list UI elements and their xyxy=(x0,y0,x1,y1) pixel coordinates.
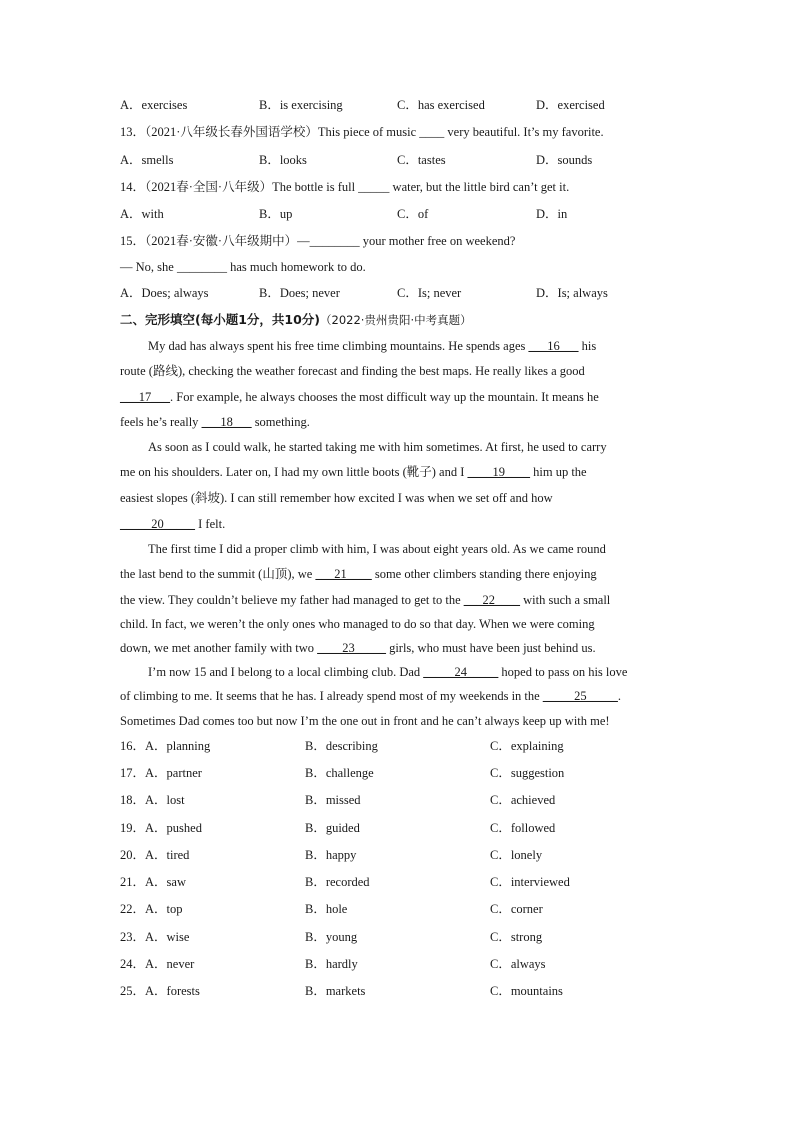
p4-line2: of climbing to me. It seems that he has. I already spend most of my weekends in the _____25_____. xyxy=(120,689,621,703)
blank-21: ___21____ xyxy=(315,567,372,581)
p3-line1: The first time I did a proper climb with him, I was about eight years old. As we came round xyxy=(148,542,606,556)
q14-stem: 14．（2021春·全国·八年级）The bottle is full _____ water, but the little bird can’t get it. xyxy=(120,180,570,194)
p4-line1: I’m now 15 and I belong to a local climbing club. Dad _____24_____ hoped to pass on his love xyxy=(148,665,628,679)
section-title: 二、完形填空(每小题1分，共10分) xyxy=(120,312,321,327)
q13-option-b: B．looks xyxy=(259,153,307,167)
q15-option-a: A．Does; always xyxy=(120,286,209,300)
p1-line1: My dad has always spent his free time climbing mountains. He spends ages ___16___ his xyxy=(148,339,597,353)
option-row-21: 21．A．saw B．recorded C．interviewed xyxy=(120,875,570,889)
q13-options xyxy=(0,150,794,170)
q15-stem: 15．（2021春·安徽·八年级期中）—________ your mother free on weekend? xyxy=(120,234,516,248)
blank-22: ___22____ xyxy=(463,593,521,607)
option-row-16: 16．A．planning B．describing C．explaining xyxy=(120,739,564,753)
q12-option-c: C．has exercised xyxy=(397,98,485,112)
option-row-19: 19．A．pushed B．guided C．followed xyxy=(120,821,556,835)
q13-stem: 13．（2021·八年级长春外国语学校）This piece of music ____ very beautiful. It’s my favorite. xyxy=(120,125,604,139)
p2-line2: me on his shoulders. Later on, I had my own little boots (靴子) and I ____19____ him up the xyxy=(120,465,587,479)
section-heading xyxy=(120,310,680,330)
p3-line2: the last bend to the summit (山顶), we ___21____ some other climbers standing there enjoying xyxy=(120,567,597,581)
q13-option-c: C．tastes xyxy=(397,153,446,167)
q15-option-c: C．Is; never xyxy=(397,286,462,300)
p2-line3: easiest slopes (斜坡). I can still remember how excited I was when we set off and how xyxy=(120,491,553,505)
p2-line4: _____20_____ I felt. xyxy=(120,517,226,531)
p2-line1: As soon as I could walk, he started taking me with him sometimes. At first, he used to carry xyxy=(148,440,607,454)
section-source: （2022·贵州贵阳·中考真题） xyxy=(320,313,472,327)
blank-25: _____25_____ xyxy=(542,689,618,703)
q15-option-d: D．Is; always xyxy=(536,286,608,300)
option-row-17: 17．A．partner B．challenge C．suggestion xyxy=(120,766,565,780)
blank-19: ____19____ xyxy=(467,465,531,479)
option-row-25: 25．A．forests B．markets C．mountains xyxy=(120,984,563,998)
p1-line4: feels he’s really ___18___ something. xyxy=(120,415,310,429)
q14-option-d: D．in xyxy=(536,207,568,221)
blank-23: ____23_____ xyxy=(317,641,386,655)
q15-option-b: B．Does; never xyxy=(259,286,340,300)
q12-option-a: A．exercises xyxy=(120,98,188,112)
option-row-18: 18．A．lost B．missed C．achieved xyxy=(120,793,556,807)
blank-20: _____20_____ xyxy=(120,517,195,531)
q13-option-d: D．sounds xyxy=(536,153,593,167)
option-row-22: 22．A．top B．hole C．corner xyxy=(120,902,543,916)
q12-options xyxy=(0,95,794,115)
blank-24: _____24_____ xyxy=(423,665,499,679)
q14-option-a: A．with xyxy=(120,207,164,221)
option-row-23: 23．A．wise B．young C．strong xyxy=(120,930,543,944)
option-row-20: 20．A．tired B．happy C．lonely xyxy=(120,848,543,862)
p3-line3: the view. They couldn’t believe my father had managed to get to the ___22____ with such a small xyxy=(120,593,611,607)
p3-line4: child. In fact, we weren’t the only ones who managed to do so that day. When we were coming xyxy=(120,617,595,631)
p1-line3: ___17___. For example, he always chooses the most difficult way up the mountain. It means he xyxy=(120,390,599,404)
q15-options xyxy=(0,283,794,303)
q13-option-a: A．smells xyxy=(120,153,174,167)
q14-option-c: C．of xyxy=(397,207,429,221)
p1-line2: route (路线), checking the weather forecast and finding the best maps. He really likes a good xyxy=(120,364,585,378)
blank-18: ___18___ xyxy=(201,415,252,429)
p4-line3: Sometimes Dad comes too but now I’m the one out in front and he can’t always keep up with me! xyxy=(120,714,610,728)
q12-option-b: B．is exercising xyxy=(259,98,343,112)
q12-option-d: D．exercised xyxy=(536,98,605,112)
option-row-24: 24．A．never B．hardly C．always xyxy=(120,957,546,971)
blank-16: ___16___ xyxy=(528,339,579,353)
q14-option-b: B．up xyxy=(259,207,293,221)
blank-17: ___17___ xyxy=(120,390,170,404)
q15-stem-reply: — No, she ________ has much homework to do. xyxy=(120,260,366,274)
p3-line5: down, we met another family with two ____23_____ girls, who must have been just behind us. xyxy=(120,641,596,655)
q14-options xyxy=(0,204,794,224)
